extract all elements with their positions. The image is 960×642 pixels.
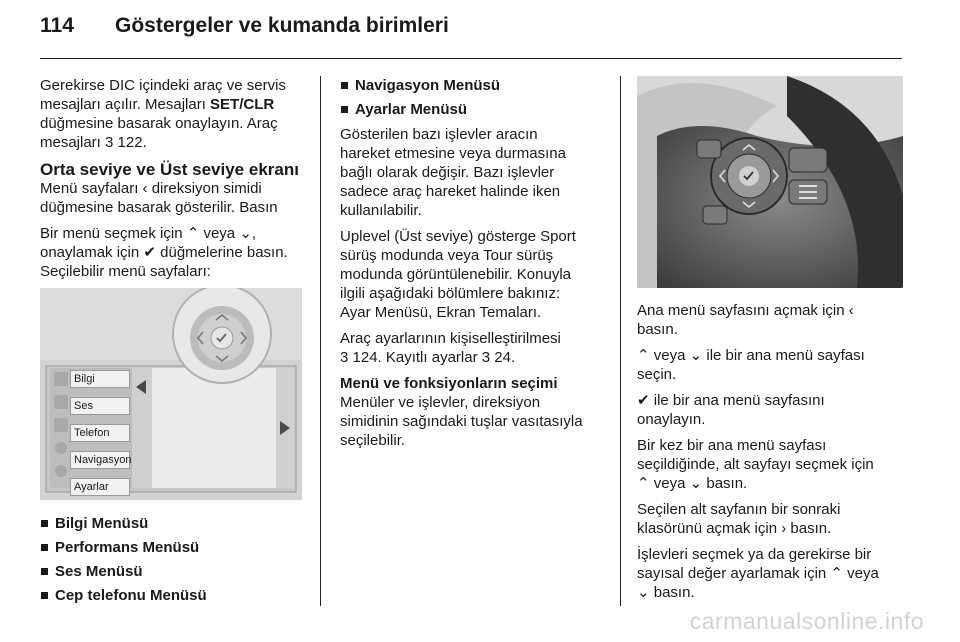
paragraph-confirm: ✔ ile bir ana menü sayfasını onaylayın. <box>637 392 825 428</box>
checkmark-icon: ✔ <box>637 392 650 409</box>
page-title: Göstergeler ve kumanda birimleri <box>115 14 449 37</box>
paragraph-next-folder: Seçilen alt sayfanın bir sonraki klasörünü açmak için › basın. <box>637 501 841 537</box>
column-3-text <box>637 301 903 602</box>
down-chevron-icon: ⌄ <box>239 225 252 242</box>
menu-item[interactable]: Bilgi <box>70 370 130 388</box>
list-item: Ses Menüsü <box>40 562 302 581</box>
bullet-list-1 <box>40 514 302 605</box>
list-item: Cep telefonu Menüsü <box>40 586 302 605</box>
list-item: Ayarlar Menüsü <box>340 100 604 119</box>
menu-screen-illustration <box>40 288 302 500</box>
paragraph-uplevel: Uplevel (Üst seviye) gösterge Sport sürüş modunda veya Tour sürüş modunda görüntülenebilir. Konuyla ilgili aşağıdaki bölümlere bakınız: Ayar Menüsü, Ekran Temaları. <box>340 228 576 321</box>
paragraph-subpage: Bir kez bir ana menü sayfası seçildiğinde, alt sayfayı seçmek için ⌃ veya ⌄ basın. <box>637 437 874 492</box>
subsection-heading: Menü ve fonksiyonların seçimi <box>340 375 558 392</box>
paragraph-functions: Gösterilen bazı işlevler aracın hareket etmesine veya durmasına bağlı olarak değişir. Bazı işlevler sadece araç hareket halinde iken kullanılabilir. <box>340 126 566 219</box>
up-chevron-icon: ⌃ <box>186 225 200 242</box>
page-ref-icon: 3 <box>340 349 349 366</box>
steering-wheel-svg <box>637 76 903 288</box>
page-number: 114 <box>40 14 74 37</box>
page-header <box>40 14 449 44</box>
menu-item[interactable]: Ayarlar <box>70 478 130 496</box>
paragraph-menu-pages: Menü sayfaları ‹ direksiyon simidi düğmesine basarak gösterilir. Basın <box>40 180 278 216</box>
page-ref-icon: 3 <box>481 349 491 366</box>
column-2 <box>340 76 604 457</box>
header-rule <box>40 58 902 59</box>
right-arrow-icon: › <box>781 520 787 537</box>
menu-item[interactable]: Telefon <box>70 424 130 442</box>
column-1 <box>40 76 302 610</box>
up-chevron-icon: ⌃ <box>637 347 650 364</box>
section-heading: Orta seviye ve Üst seviye ekranı <box>40 160 299 179</box>
wheel-button <box>697 140 721 158</box>
page-ref-icon: 3 <box>105 134 114 151</box>
wheel-button <box>789 148 827 172</box>
paragraph-functions-value: İşlevleri seçmek ya da gerekirse bir sayısal değer ayarlamak için ⌃ veya ⌄ basın. <box>637 546 879 601</box>
down-chevron-icon: ⌄ <box>637 584 650 601</box>
paragraph-selection: Menüler ve işlevler, direksiyon simidinin sağındaki tuşlar vasıtasıyla seçilebilir. <box>340 394 583 449</box>
down-chevron-icon: ⌄ <box>689 475 703 492</box>
paragraph-select-main-menu: ⌃ veya ⌄ ile bir ana menü sayfası seçin. <box>637 347 865 383</box>
left-arrow-icon: ‹ <box>848 302 854 319</box>
menu-list <box>70 370 130 496</box>
column-divider-1 <box>320 76 321 606</box>
menu-item[interactable]: Navigasyon <box>70 451 130 469</box>
left-arrow-icon: ‹ <box>142 180 148 197</box>
watermark: carmanualsonline.info <box>689 608 924 634</box>
list-item: Performans Menüsü <box>40 538 302 557</box>
list-item: Bilgi Menüsü <box>40 514 302 533</box>
column-divider-2 <box>620 76 621 606</box>
up-chevron-icon: ⌃ <box>830 565 843 582</box>
paragraph-dic: Gerekirse DIC içindeki araç ve servis mesajları açılır. Mesajları SET/CLR düğmesine basarak onaylayın. Araç mesajları 3 122. <box>40 77 286 151</box>
column-3 <box>637 76 903 609</box>
steering-wheel-illustration <box>637 76 903 288</box>
menu-item[interactable]: Ses <box>70 397 130 415</box>
down-chevron-icon: ⌄ <box>689 347 703 364</box>
up-chevron-icon: ⌃ <box>637 475 650 492</box>
paragraph-select-menu: Bir menü seçmek için ⌃ veya ⌄, onaylamak için ✔ düğmelerine basın. Seçilebilir menü sayfaları: <box>40 225 288 280</box>
paragraph-personalization: Araç ayarlarının kişiselleştirilmesi 3 124. Kayıtlı ayarlar 3 24. <box>340 330 561 366</box>
list-item: Navigasyon Menüsü <box>340 76 604 95</box>
checkmark-icon: ✔ <box>143 244 156 261</box>
wheel-button <box>703 206 727 224</box>
paragraph-open-main-menu: Ana menü sayfasını açmak için ‹ basın. <box>637 302 854 338</box>
